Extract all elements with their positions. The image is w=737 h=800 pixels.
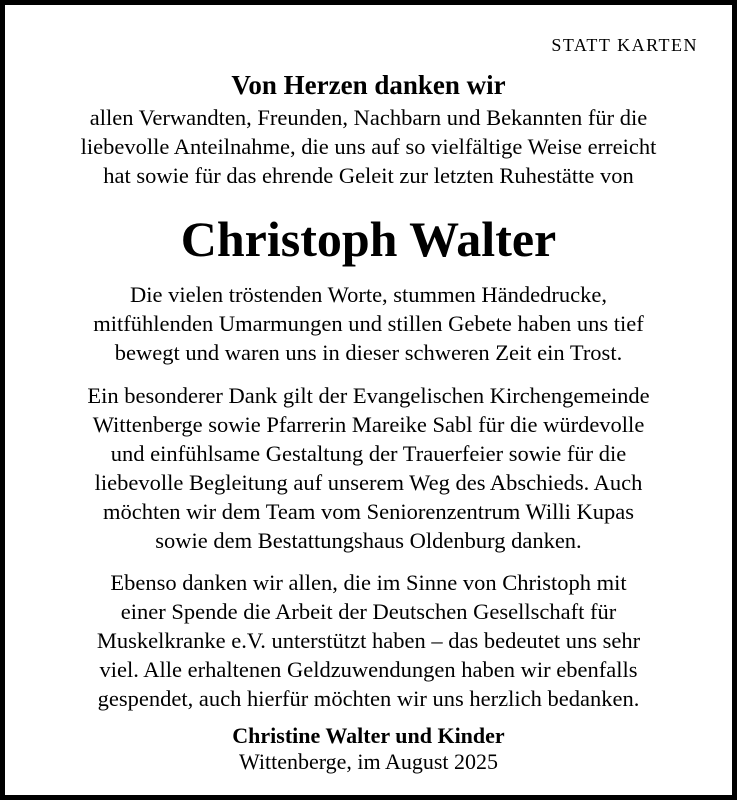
paragraph-donations [5, 568, 732, 713]
paragraph-line: sowie dem Bestattungshaus Oldenburg danken. [155, 528, 582, 553]
paragraph-line: und einfühlsame Gestaltung der Trauerfeier sowie für die [110, 441, 627, 466]
paragraph-line: gespendet, auch hierfür möchten wir uns herzlich bedanken. [97, 686, 640, 711]
top-label: STATT KARTEN [551, 35, 698, 55]
paragraph-line: einer Spende die Arbeit der Deutschen Gesellschaft für [120, 599, 617, 624]
paragraph-line: viel. Alle erhaltenen Geldzuwendungen haben wir ebenfalls [99, 657, 638, 682]
paragraph-line: mitfühlenden Umarmungen und stillen Gebete haben uns tief [93, 311, 644, 336]
paragraph-line: Ein besonderer Dank gilt der Evangelischen Kirchengemeinde [87, 383, 650, 408]
place-date: Wittenberge, im August 2025 [238, 749, 498, 774]
intro-line: hat sowie für das ehrende Geleit zur letzten Ruhestätte von [103, 163, 634, 188]
intro-line: liebevolle Anteilnahme, die uns auf so vielfältige Weise erreicht [80, 134, 657, 159]
deceased-name: Christoph Walter [180, 211, 557, 267]
paragraph-line: Ebenso danken wir allen, die im Sinne von Christoph mit [110, 570, 627, 595]
paragraph-special-thanks [5, 381, 732, 555]
headline: Von Herzen danken wir [231, 70, 506, 100]
signature: Christine Walter und Kinder [232, 723, 505, 748]
intro-line: allen Verwandten, Freunden, Nachbarn und Bekannten für die [89, 105, 648, 130]
paragraph-comfort [5, 280, 732, 367]
paragraph-line: Wittenberge sowie Pfarrerin Mareike Sabl für die würdevolle [92, 412, 645, 437]
paragraph-line: Die vielen tröstenden Worte, stummen Händedrucke, [129, 282, 607, 307]
intro-text [5, 103, 732, 190]
paragraph-line: Muskelkranke e.V. unterstützt haben – das bedeutet uns sehr [96, 628, 641, 653]
paragraph-line: liebevolle Begleitung auf unserem Weg des Abschieds. Auch [94, 470, 643, 495]
paragraph-line: möchten wir dem Team vom Seniorenzentrum Willi Kupas [103, 499, 634, 524]
paragraph-line: bewegt und waren uns in dieser schweren Zeit ein Trost. [114, 340, 623, 365]
